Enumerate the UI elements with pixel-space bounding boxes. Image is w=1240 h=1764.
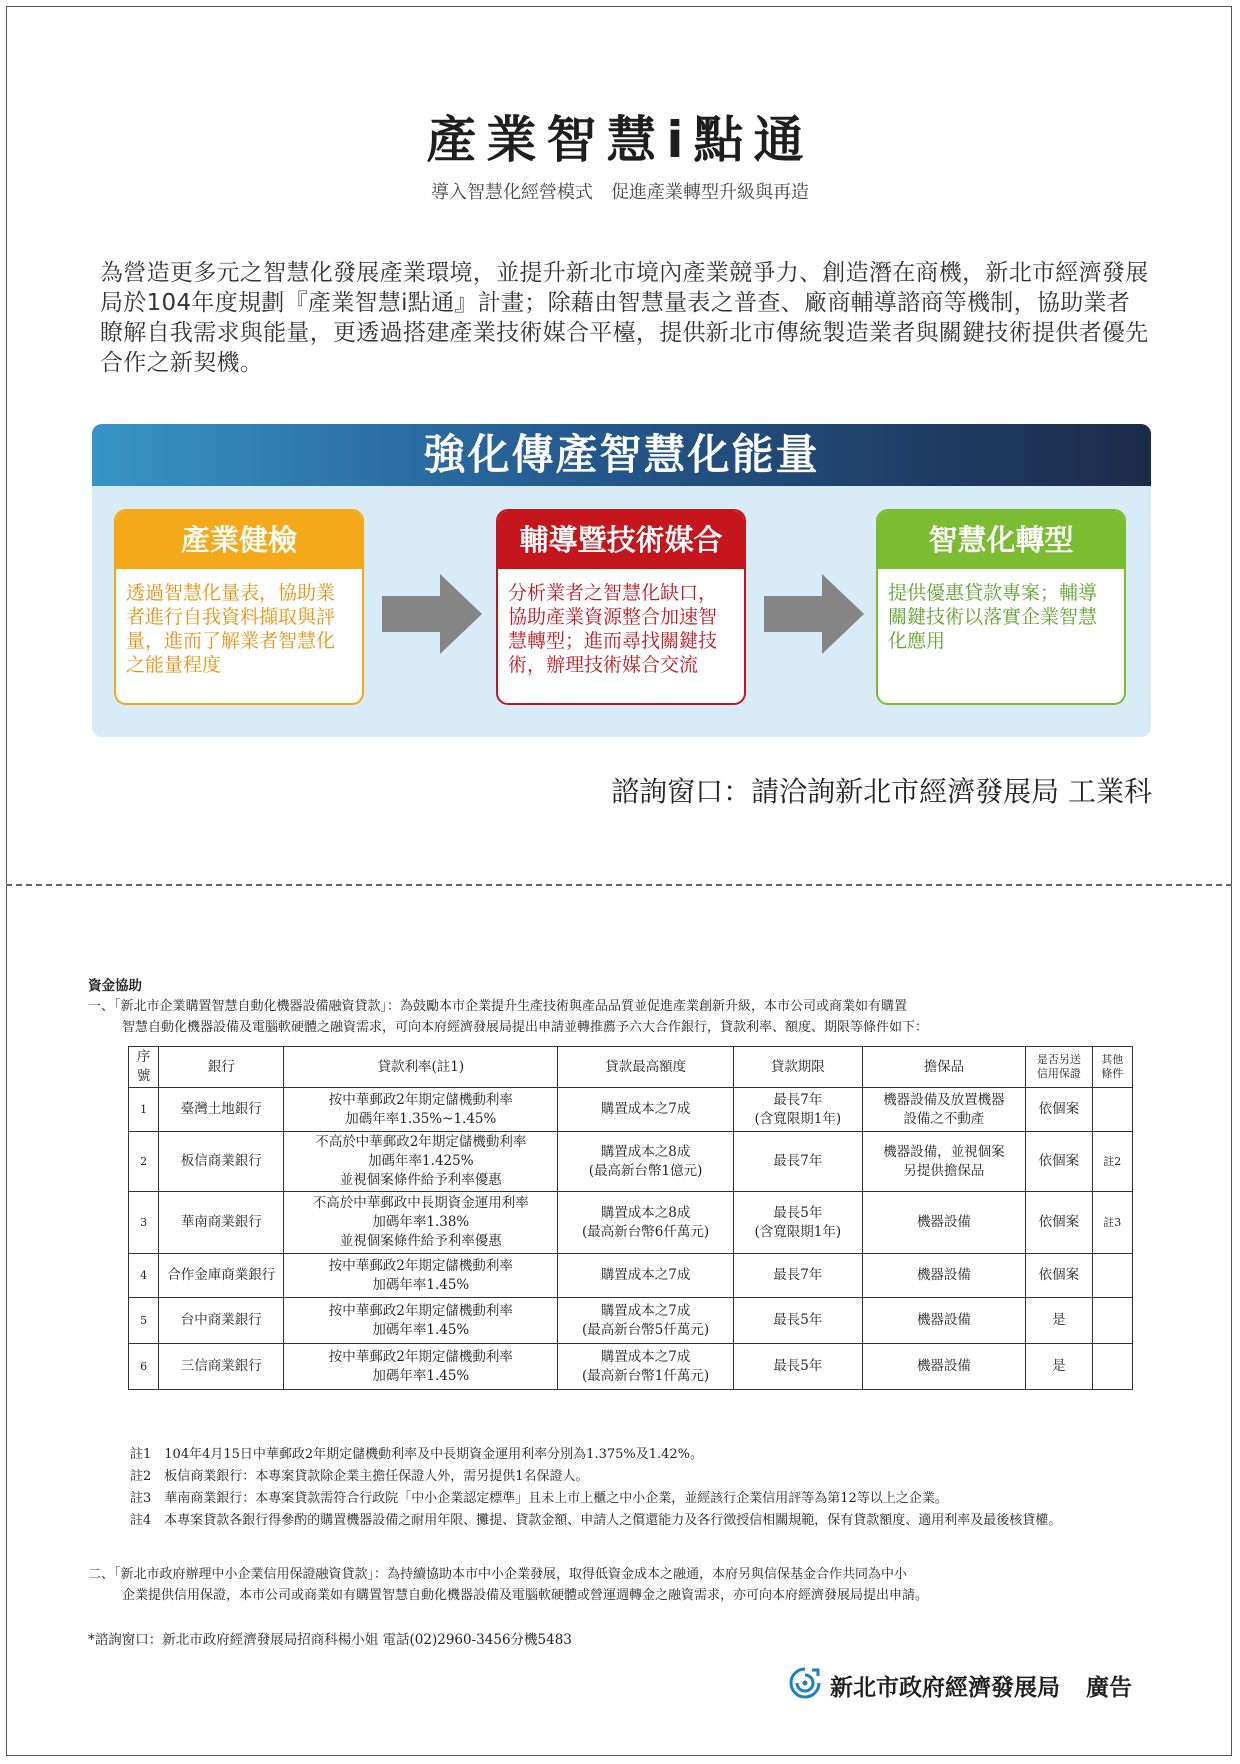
card-body: 提供優惠貸款專案；輔導關鍵技術以落實企業智慧化應用: [888, 582, 1098, 652]
cell-rate-line: 按中華郵政2年期定儲機動利率: [328, 1257, 513, 1274]
contact-window-bottom: *諮詢窗口：新北市政府經濟發展局招商科楊小姐 電話(02)2960-3456分機5483: [88, 1632, 572, 1648]
table-header-row: [129, 1047, 1133, 1088]
cell-term: [733, 1192, 862, 1254]
loan-table: [128, 1046, 1133, 1390]
cell-other: [1092, 1344, 1132, 1390]
header-rate: 貸款利率(註1): [284, 1047, 558, 1088]
table-row: [129, 1192, 1133, 1254]
cell-rate: [284, 1088, 558, 1132]
cell-no: 1: [129, 1088, 159, 1132]
department-logo-icon: [788, 1666, 822, 1704]
header-bank: 銀行: [159, 1047, 284, 1088]
cell-rate-line: 加碼年率1.45%: [372, 1367, 470, 1384]
cell-term-line: 最長5年: [773, 1358, 823, 1374]
cell-collateral: [862, 1344, 1025, 1390]
table-row: [129, 1088, 1133, 1132]
section-title: 資金協助: [88, 978, 142, 994]
cell-term-line: (含寬限期1年): [754, 1223, 842, 1240]
capability-panel: [92, 424, 1151, 737]
cell-term-line: (含寬限期1年): [754, 1110, 842, 1127]
cell-term-line: 最長7年: [773, 1091, 823, 1108]
cell-bank: 三信商業銀行: [159, 1344, 284, 1390]
cell-no: 2: [129, 1132, 159, 1192]
cell-other: 註2: [1092, 1132, 1132, 1192]
cell-term: [733, 1132, 862, 1192]
note-item: 註1 104年4月15日中華郵政2年期定儲機動利率及中長期資金運用利率分別為1.375%及1.42%。: [130, 1447, 704, 1462]
cell-bank: 台中商業銀行: [159, 1298, 284, 1344]
notes-list: [130, 1444, 1140, 1532]
cell-rate-line: 並視個案條件給予利率優惠: [339, 1172, 502, 1188]
cell-collateral: [862, 1088, 1025, 1132]
cell-term-line: 最長5年: [773, 1204, 823, 1221]
cell-term: [733, 1254, 862, 1298]
cell-other: [1092, 1254, 1132, 1298]
cell-rate-line: 不高於中華郵政2年期定儲機動利率: [315, 1134, 527, 1150]
cell-no: 4: [129, 1254, 159, 1298]
note-item: 註4 本專案貸款各銀行得參酌的購置機器設備之耐用年限、攤提、貸款金額、申請人之償還能力及各行徵授信相關規範，保有貸款額度、適用利率及最後核貸權。: [130, 1513, 1062, 1528]
footer-brand: [788, 1666, 1132, 1704]
cell-guarantee: 是: [1026, 1344, 1093, 1390]
cell-rate-line: 按中華郵政2年期定儲機動利率: [328, 1302, 513, 1319]
arrow-right-icon: [764, 574, 864, 654]
cell-rate-line: 加碼年率1.35%~1.45%: [345, 1110, 497, 1127]
cell-limit-line: 購置成本之8成: [600, 1204, 691, 1221]
header-guarantee: 是否另送 信用保證: [1026, 1047, 1093, 1088]
cell-limit-line: 購置成本之7成: [600, 1267, 691, 1283]
note-item: 註2 板信商業銀行：本專案貸款除企業主擔任保證人外，需另提供1名保證人。: [130, 1469, 589, 1484]
cell-limit: [558, 1344, 733, 1390]
table-row: [129, 1298, 1133, 1344]
cell-limit: [558, 1088, 733, 1132]
note-item: 註3 華南商業銀行：本專案貸款需符合行政院「中小企業認定標準」且未上市上櫃之中小企業，並經該行企業信用評等為第12等以上之企業。: [130, 1491, 948, 1506]
cell-collateral-line: 機器設備，並視個案: [883, 1143, 1005, 1160]
cell-limit: [558, 1192, 733, 1254]
item-two-paragraph: [88, 1564, 1148, 1606]
cell-collateral: [862, 1254, 1025, 1298]
item-two-line1: 二、「新北市政府辦理中小企業信用保證融資貸款」：為持續協助本市中小企業發展，取得低資金成本之融通，本府另與信保基金合作共同為中小: [88, 1567, 908, 1582]
contact-window-top: 諮詢窗口：請洽詢新北市經濟發展局 工業科: [611, 775, 1152, 808]
page-title: 產業智慧i點通: [426, 111, 814, 169]
item-one-paragraph: [88, 996, 1148, 1038]
cell-rate-line: 加碼年率1.45%: [372, 1321, 470, 1338]
table-row: [129, 1344, 1133, 1390]
header-term: 貸款期限: [733, 1047, 862, 1088]
panel-title: 強化傳產智慧化能量: [92, 424, 1151, 486]
cell-rate: [284, 1344, 558, 1390]
intro-paragraph: 為營造更多元之智慧化發展產業環境，並提升新北市境內產業競爭力、創造潛在商機，新北市經濟發展局於104年度規劃『產業智慧i點通』計畫；除藉由智慧量表之普查、廠商輔導諮商等機制，協助業者瞭解自我需求與能量，更透過搭建產業技術媒合平檯，提供新北市傳統製造業者與關鍵技術提供者優先合作之新契機。: [100, 260, 1149, 376]
cell-term: [733, 1298, 862, 1344]
arrow-right-icon: [382, 574, 482, 654]
cell-rate-line: 加碼年率1.38%: [372, 1214, 470, 1230]
item-one-line2: 智慧自動化機器設備及電腦軟硬體之融資需求，可向本府經濟發展局提出申請並轉推薦予六大合作銀行，貸款利率、額度、期限等條件如下：: [122, 1020, 929, 1035]
cell-other: [1092, 1298, 1132, 1344]
cell-rate: [284, 1298, 558, 1344]
cell-limit-line: (最高新台幣6仟萬元): [582, 1223, 710, 1240]
card-body: 透過智慧化量表，協助業者進行自我資料擷取與評量，進而了解業者智慧化之能量程度: [126, 582, 336, 676]
cell-other: 註3: [1092, 1192, 1132, 1254]
cell-no: 3: [129, 1192, 159, 1254]
cell-rate: [284, 1254, 558, 1298]
cell-collateral-line: 機器設備: [916, 1358, 971, 1374]
table-row: [129, 1132, 1133, 1192]
cell-term-line: 最長5年: [773, 1312, 823, 1328]
loan-table-body: [129, 1088, 1133, 1390]
cell-collateral-line: 設備之不動產: [903, 1110, 985, 1127]
cell-bank: 臺灣土地銀行: [159, 1088, 284, 1132]
cell-term: [733, 1344, 862, 1390]
cell-collateral: [862, 1132, 1025, 1192]
cell-rate-line: 按中華郵政2年期定儲機動利率: [328, 1348, 513, 1365]
cell-term: [733, 1088, 862, 1132]
card-body: 分析業者之智慧化缺口，協助產業資源整合加速智慧轉型；進而尋找關鍵技術，辦理技術媒合交流: [508, 582, 718, 676]
dashed-divider: [6, 884, 1232, 886]
cell-term-line: 最長7年: [773, 1267, 823, 1283]
card-industry-checkup: [114, 509, 364, 705]
cell-rate-line: 加碼年率1.425%: [368, 1153, 474, 1169]
cell-collateral: [862, 1192, 1025, 1254]
cell-collateral-line: 機器設備: [916, 1214, 971, 1230]
department-name: 新北市政府經濟發展局: [830, 1674, 1060, 1701]
item-one-line1: 一、「新北市企業購置智慧自動化機器設備融資貸款」：為鼓勵本市企業提升生產技術與產品品質並促進產業創新升級，本市公司或商業如有購置: [88, 999, 908, 1014]
cell-rate-line: 不高於中華郵政中長期資金運用利率: [312, 1195, 529, 1211]
card-title: 智慧化轉型: [878, 511, 1124, 569]
cell-other: [1092, 1088, 1132, 1132]
cell-rate: [284, 1192, 558, 1254]
cell-guarantee: 是: [1026, 1298, 1093, 1344]
advertisement-label: 廣告: [1086, 1674, 1132, 1701]
cell-limit-line: (最高新台幣1億元): [588, 1162, 703, 1179]
header-other: 其他 條件: [1092, 1047, 1132, 1088]
cell-rate-line: 加碼年率1.45%: [372, 1276, 470, 1293]
header-no: 序號: [129, 1047, 159, 1088]
cell-limit-line: (最高新台幣1仟萬元): [582, 1367, 710, 1384]
card-smart-transformation: [876, 509, 1126, 705]
cell-bank: 華南商業銀行: [159, 1192, 284, 1254]
table-row: [129, 1254, 1133, 1298]
cell-term-line: 最長7年: [773, 1153, 823, 1169]
cell-no: 6: [129, 1344, 159, 1390]
cell-collateral-line: 機器設備及放置機器: [883, 1091, 1005, 1108]
header-limit: 貸款最高額度: [558, 1047, 733, 1088]
cell-guarantee: 依個案: [1026, 1132, 1093, 1192]
cell-limit-line: 購置成本之8成: [600, 1143, 691, 1160]
cell-rate: [284, 1132, 558, 1192]
cell-collateral: [862, 1298, 1025, 1344]
cell-guarantee: 依個案: [1026, 1254, 1093, 1298]
cell-limit-line: 購置成本之7成: [600, 1348, 691, 1365]
cell-limit-line: 購置成本之7成: [600, 1101, 691, 1117]
card-guidance-matching: [496, 509, 746, 705]
header-collateral: 擔保品: [862, 1047, 1025, 1088]
card-title: 產業健檢: [116, 511, 362, 569]
cell-bank: 合作金庫商業銀行: [159, 1254, 284, 1298]
item-two-line2: 企業提供信用保證，本市公司或商業如有購置智慧自動化機器設備及電腦軟硬體或營運週轉金之融資需求，亦可向本府經濟發展局提出申請。: [122, 1588, 929, 1603]
cell-limit: [558, 1298, 733, 1344]
cell-limit: [558, 1254, 733, 1298]
cell-limit-line: 購置成本之7成: [600, 1302, 691, 1319]
cell-guarantee: 依個案: [1026, 1192, 1093, 1254]
cell-limit: [558, 1132, 733, 1192]
cell-no: 5: [129, 1298, 159, 1344]
cell-collateral-line: 機器設備: [916, 1267, 971, 1283]
page-subtitle: 導入智慧化經營模式 促進產業轉型升級與再造: [431, 182, 809, 203]
cell-rate-line: 並視個案條件給予利率優惠: [339, 1233, 502, 1249]
cell-bank: 板信商業銀行: [159, 1132, 284, 1192]
cell-limit-line: (最高新台幣5仟萬元): [582, 1321, 710, 1338]
cell-collateral-line: 機器設備: [916, 1312, 971, 1328]
cell-guarantee: 依個案: [1026, 1088, 1093, 1132]
cell-collateral-line: 另提供擔保品: [903, 1162, 985, 1179]
card-title: 輔導暨技術媒合: [498, 511, 744, 569]
cell-rate-line: 按中華郵政2年期定儲機動利率: [328, 1091, 513, 1108]
